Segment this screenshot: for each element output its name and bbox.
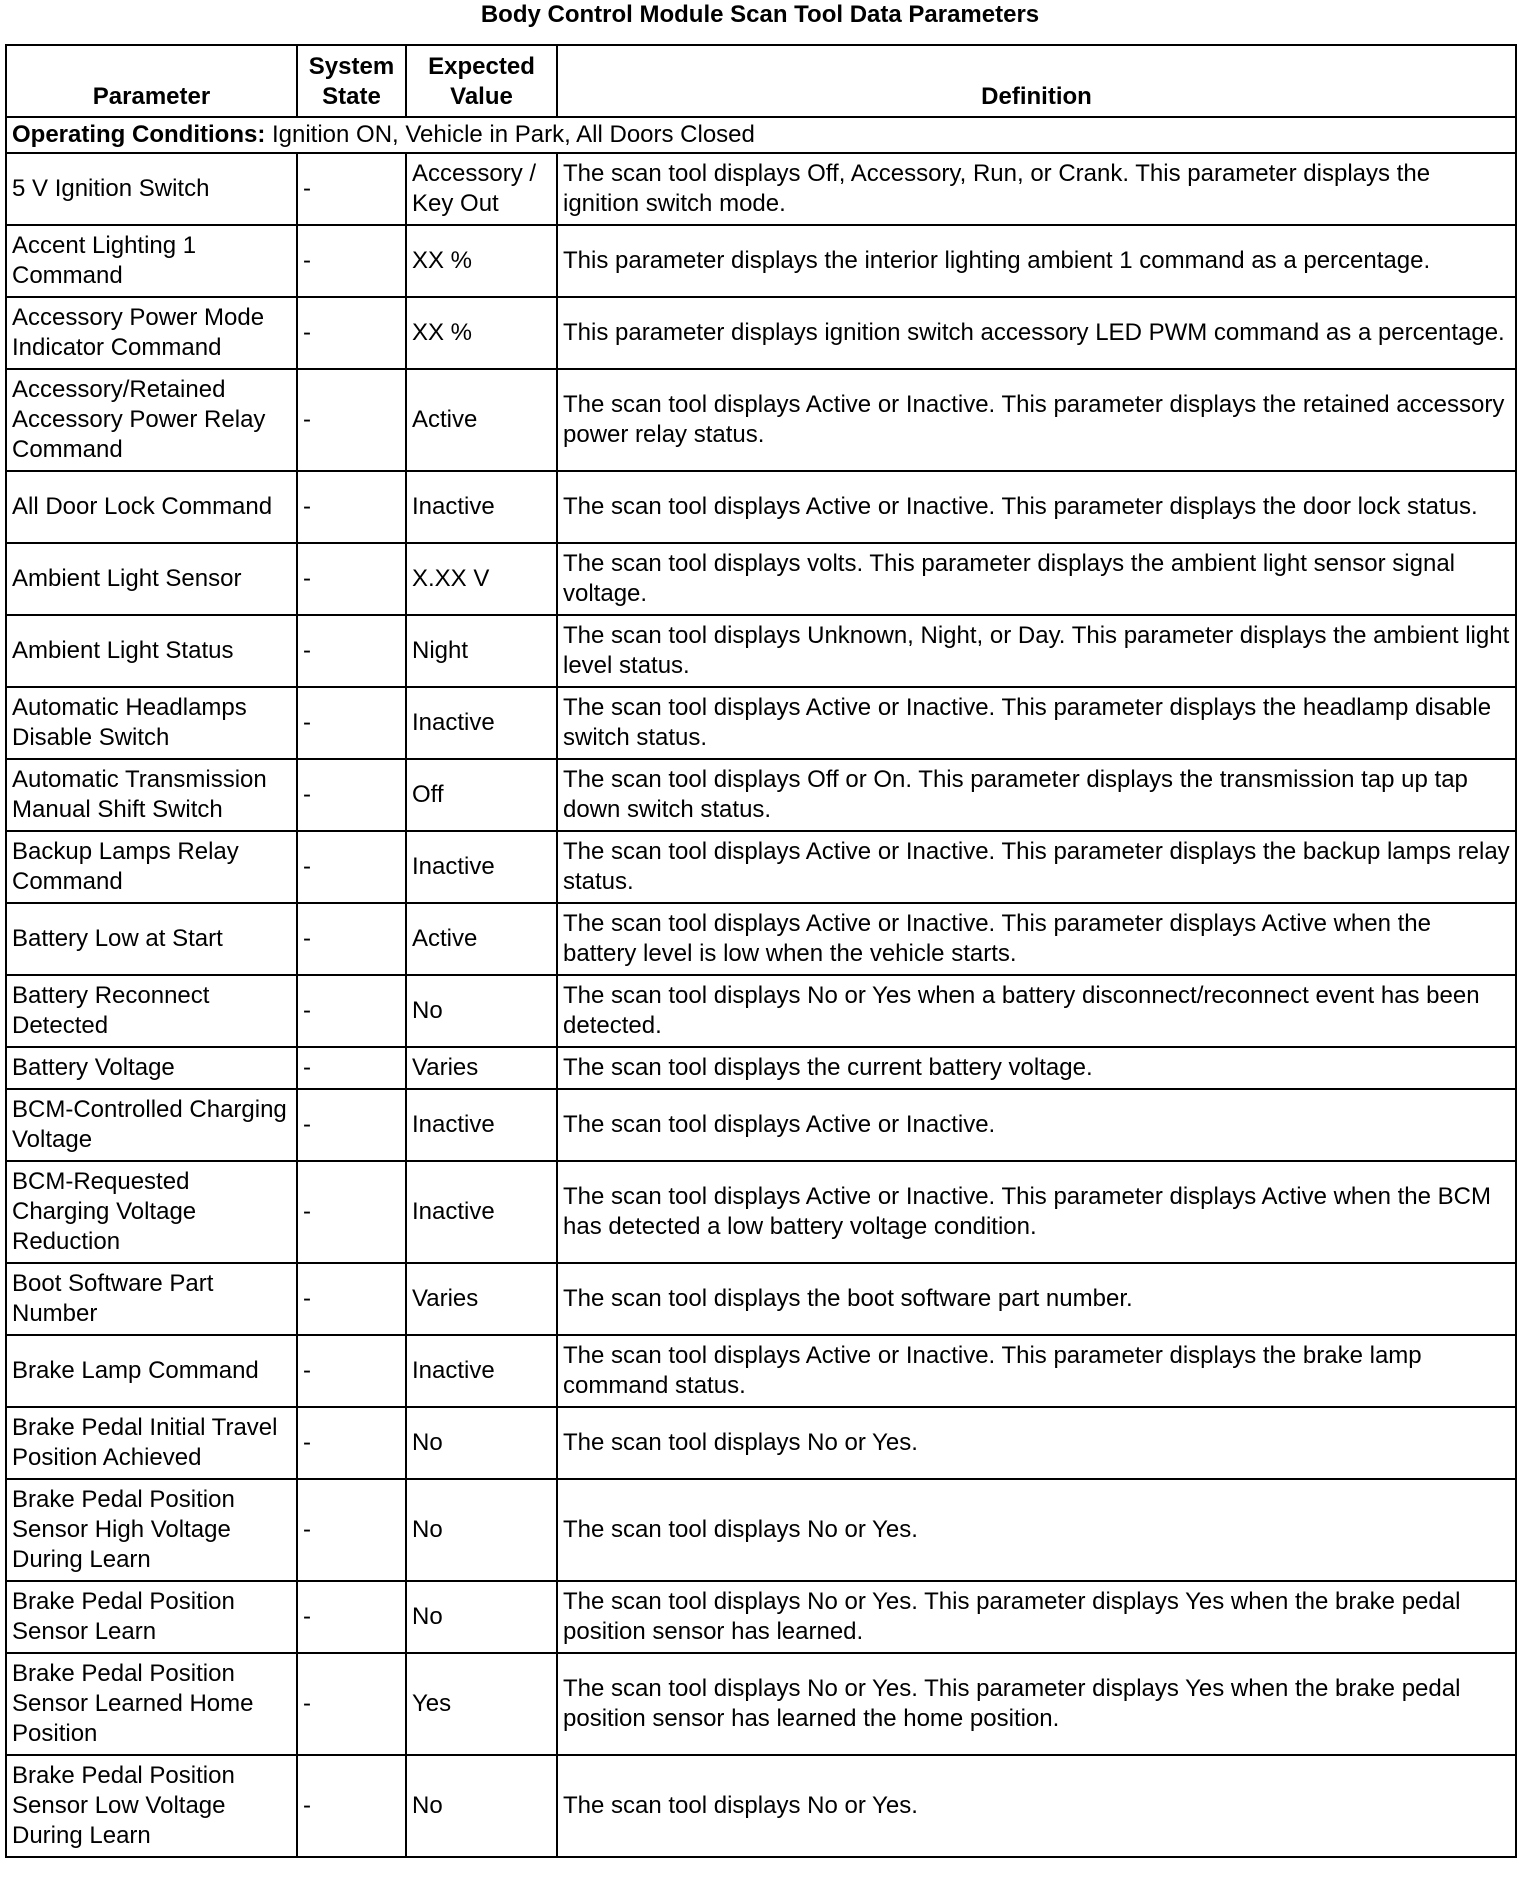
operating-conditions-row [6,117,1516,153]
definition-cell: The scan tool displays Active or Inactive. This parameter displays the brake lamp command status. [557,1335,1516,1407]
expected-value-cell: Active [406,369,557,471]
page-title: Body Control Module Scan Tool Data Parameters [480,1,1040,28]
parameter-cell: Brake Pedal Position Sensor High Voltage During Learn [6,1479,297,1581]
definition-cell: The scan tool displays No or Yes when a battery disconnect/reconnect event has been detected. [557,975,1516,1047]
definition-cell: The scan tool displays Active or Inactive. This parameter displays Active when the BCM has detected a low battery voltage condition. [557,1161,1516,1263]
table-row [6,975,1516,1047]
system-state-cell: - [297,759,406,831]
definition-cell: The scan tool displays No or Yes. [557,1755,1516,1857]
system-state-cell: - [297,297,406,369]
system-state-cell: - [297,543,406,615]
expected-value-cell: Inactive [406,831,557,903]
definition-cell: The scan tool displays No or Yes. [557,1479,1516,1581]
system-state-cell: - [297,1755,406,1857]
table-row [6,1263,1516,1335]
parameters-table [5,44,1517,1858]
expected-value-cell: Varies [406,1263,557,1335]
system-state-cell: - [297,1263,406,1335]
table-row [6,1335,1516,1407]
table-row [6,543,1516,615]
system-state-cell: - [297,903,406,975]
system-state-cell: - [297,831,406,903]
parameter-cell: Ambient Light Sensor [6,543,297,615]
system-state-cell: - [297,153,406,225]
table-row [6,1755,1516,1857]
operating-conditions-cell [6,117,1516,153]
definition-cell: The scan tool displays Active or Inactive. This parameter displays Active when the battery level is low when the vehicle starts. [557,903,1516,975]
table-row [6,369,1516,471]
table-row [6,1089,1516,1161]
system-state-cell: - [297,1089,406,1161]
table-body [6,117,1516,1857]
column-header-system-state: System State [297,45,406,117]
definition-cell: The scan tool displays Unknown, Night, or Day. This parameter displays the ambient light level status. [557,615,1516,687]
table-row [6,1047,1516,1089]
parameter-cell: Brake Pedal Initial Travel Position Achieved [6,1407,297,1479]
operating-conditions-label: Operating Conditions: [12,121,266,148]
column-header-definition: Definition [557,45,1516,117]
table-row [6,1653,1516,1755]
table-row [6,1479,1516,1581]
table-row [6,759,1516,831]
table-row [6,687,1516,759]
table-row [6,903,1516,975]
expected-value-cell: Inactive [406,687,557,759]
definition-cell: The scan tool displays Off or On. This parameter displays the transmission tap up tap down switch status. [557,759,1516,831]
parameter-cell: Boot Software Part Number [6,1263,297,1335]
system-state-cell: - [297,1581,406,1653]
system-state-cell: - [297,225,406,297]
parameter-cell: All Door Lock Command [6,471,297,543]
header-row [6,45,1516,117]
definition-cell: The scan tool displays No or Yes. This parameter displays Yes when the brake pedal position sensor has learned the home position. [557,1653,1516,1755]
parameter-cell: Battery Reconnect Detected [6,975,297,1047]
table-row [6,225,1516,297]
expected-value-cell: X.XX V [406,543,557,615]
table-row [6,1581,1516,1653]
expected-value-cell: No [406,1407,557,1479]
definition-cell: The scan tool displays Active or Inactive. This parameter displays the backup lamps relay status. [557,831,1516,903]
definition-cell: The scan tool displays Active or Inactive. This parameter displays the headlamp disable switch status. [557,687,1516,759]
system-state-cell: - [297,1653,406,1755]
parameter-cell: Battery Low at Start [6,903,297,975]
definition-cell: The scan tool displays the current battery voltage. [557,1047,1516,1089]
definition-cell: This parameter displays ignition switch accessory LED PWM command as a percentage. [557,297,1516,369]
parameter-cell: Accent Lighting 1 Command [6,225,297,297]
parameter-cell: Brake Pedal Position Sensor Learned Home Position [6,1653,297,1755]
expected-value-cell: Inactive [406,1161,557,1263]
parameter-cell: Accessory Power Mode Indicator Command [6,297,297,369]
system-state-cell: - [297,615,406,687]
column-header-expected-value: Expected Value [406,45,557,117]
system-state-cell: - [297,471,406,543]
table-row [6,471,1516,543]
parameter-cell: BCM-Requested Charging Voltage Reduction [6,1161,297,1263]
parameter-cell: Accessory/Retained Accessory Power Relay Command [6,369,297,471]
system-state-cell: - [297,369,406,471]
expected-value-cell: Varies [406,1047,557,1089]
definition-cell: The scan tool displays No or Yes. This parameter displays Yes when the brake pedal position sensor has learned. [557,1581,1516,1653]
system-state-cell: - [297,1407,406,1479]
expected-value-cell: No [406,1479,557,1581]
parameter-cell: Backup Lamps Relay Command [6,831,297,903]
expected-value-cell: XX % [406,297,557,369]
definition-cell: The scan tool displays Off, Accessory, Run, or Crank. This parameter displays the ignition switch mode. [557,153,1516,225]
parameter-cell: Automatic Transmission Manual Shift Switch [6,759,297,831]
table-row [6,831,1516,903]
definition-cell: This parameter displays the interior lighting ambient 1 command as a percentage. [557,225,1516,297]
expected-value-cell: Inactive [406,1335,557,1407]
system-state-cell: - [297,1335,406,1407]
expected-value-cell: Accessory / Key Out [406,153,557,225]
system-state-cell: - [297,1161,406,1263]
expected-value-cell: Inactive [406,1089,557,1161]
expected-value-cell: No [406,975,557,1047]
definition-cell: The scan tool displays Active or Inactive. [557,1089,1516,1161]
definition-cell: The scan tool displays Active or Inactive. This parameter displays the retained accessory power relay status. [557,369,1516,471]
expected-value-cell: No [406,1581,557,1653]
column-header-parameter: Parameter [6,45,297,117]
table-row [6,1407,1516,1479]
table-row [6,615,1516,687]
parameter-cell: Brake Pedal Position Sensor Learn [6,1581,297,1653]
definition-cell: The scan tool displays Active or Inactive. This parameter displays the door lock status. [557,471,1516,543]
parameter-cell: Brake Lamp Command [6,1335,297,1407]
expected-value-cell: Off [406,759,557,831]
parameter-cell: 5 V Ignition Switch [6,153,297,225]
parameter-cell: Automatic Headlamps Disable Switch [6,687,297,759]
expected-value-cell: No [406,1755,557,1857]
system-state-cell: - [297,1479,406,1581]
definition-cell: The scan tool displays the boot software part number. [557,1263,1516,1335]
parameter-cell: BCM-Controlled Charging Voltage [6,1089,297,1161]
expected-value-cell: Active [406,903,557,975]
definition-cell: The scan tool displays No or Yes. [557,1407,1516,1479]
expected-value-cell: Yes [406,1653,557,1755]
parameter-cell: Ambient Light Status [6,615,297,687]
parameter-cell: Brake Pedal Position Sensor Low Voltage During Learn [6,1755,297,1857]
table-row [6,153,1516,225]
operating-conditions-text: Ignition ON, Vehicle in Park, All Doors Closed [265,121,755,148]
table-row [6,1161,1516,1263]
table-row [6,297,1516,369]
parameter-cell: Battery Voltage [6,1047,297,1089]
definition-cell: The scan tool displays volts. This parameter displays the ambient light sensor signal voltage. [557,543,1516,615]
system-state-cell: - [297,687,406,759]
expected-value-cell: Inactive [406,471,557,543]
system-state-cell: - [297,1047,406,1089]
system-state-cell: - [297,975,406,1047]
expected-value-cell: XX % [406,225,557,297]
expected-value-cell: Night [406,615,557,687]
